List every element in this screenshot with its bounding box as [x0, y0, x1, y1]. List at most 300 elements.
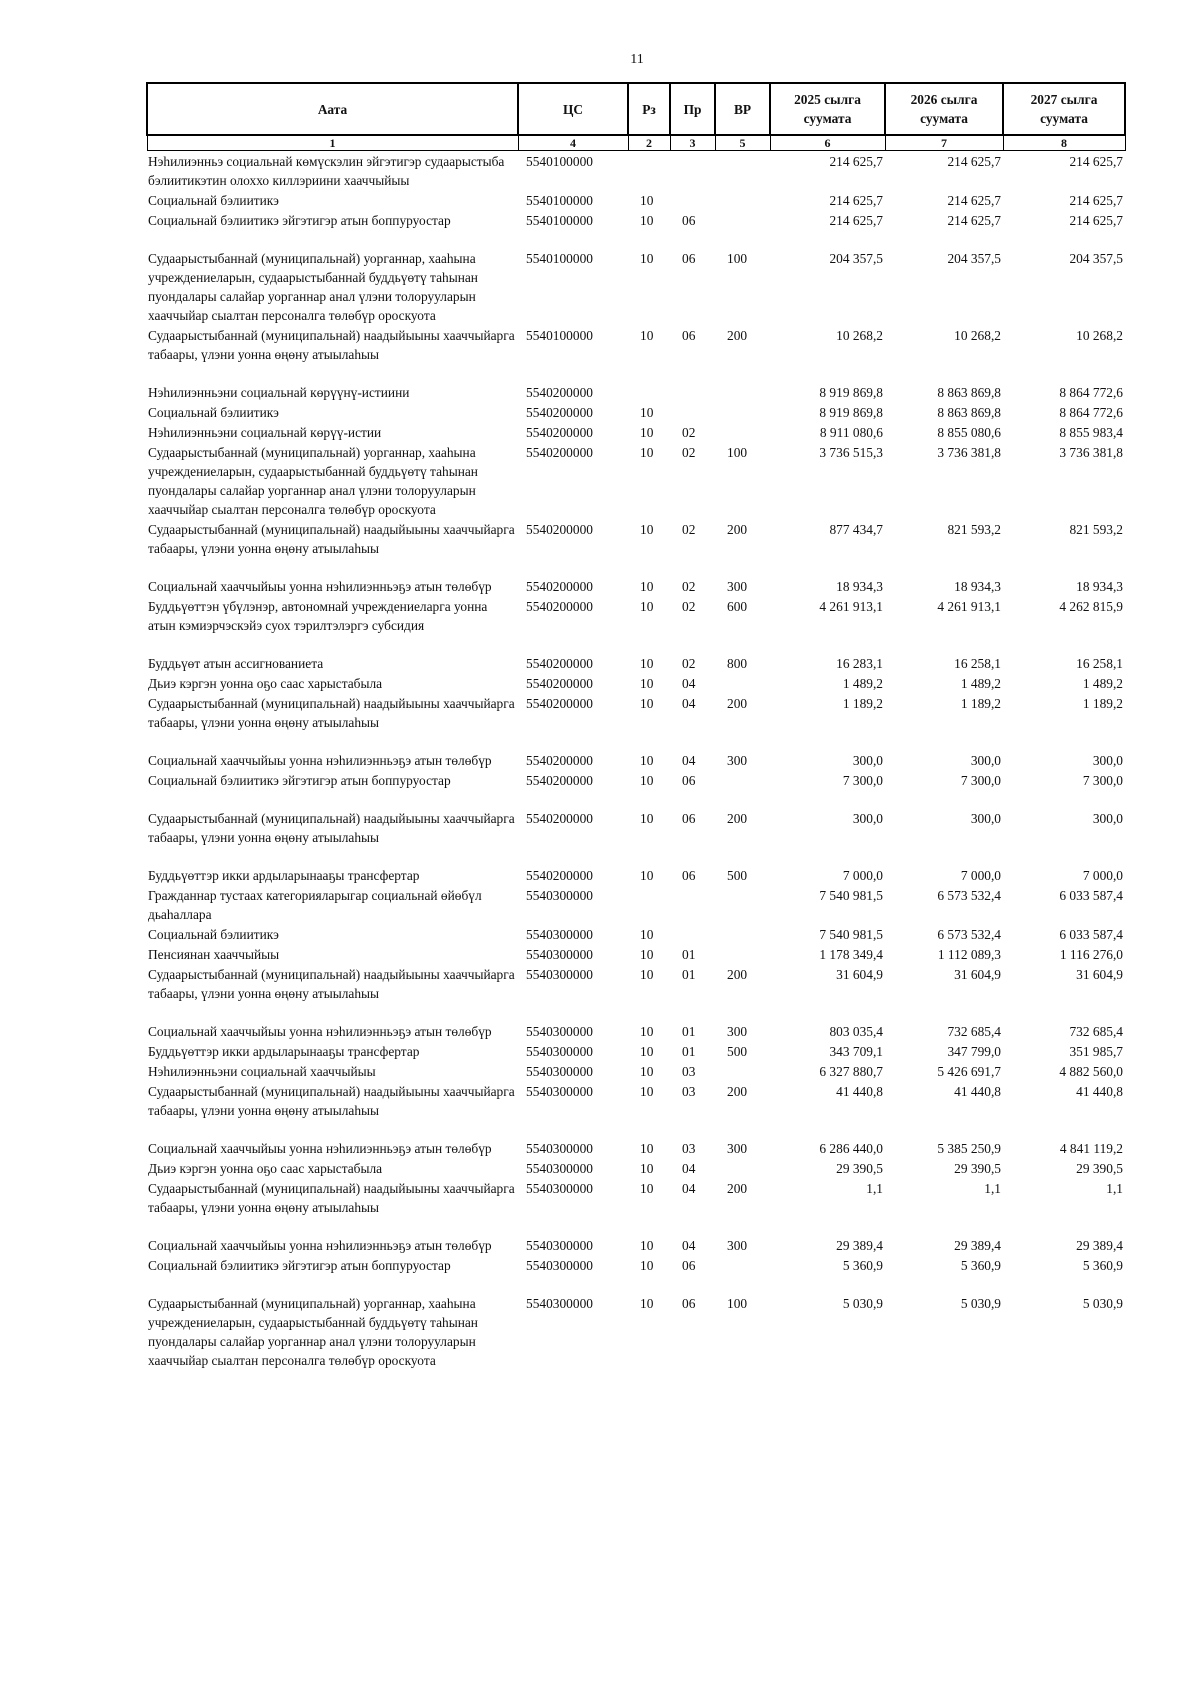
row-name: Дьиэ кэргэн уонна оҕо саас харыстабыла	[148, 676, 383, 691]
row-rz-code: 10	[640, 1064, 654, 1079]
row-amount-2027: 1 489,2	[1082, 676, 1123, 691]
row-amount-2025: 300,0	[852, 811, 883, 826]
row-amount-2025: 16 283,1	[836, 656, 883, 671]
row-rz-code: 10	[640, 599, 654, 614]
row-amount-2026: 347 799,0	[947, 1044, 1001, 1059]
row-rz-code: 10	[640, 1238, 654, 1253]
row-cs-code: 5540300000	[526, 1141, 593, 1156]
row-pr-code: 06	[682, 251, 696, 266]
row-cs-code: 5540300000	[526, 1064, 593, 1079]
row-amount-2027: 821 593,2	[1069, 522, 1123, 537]
row-amount-2025: 6 286 440,0	[819, 1141, 883, 1156]
row-amount-2025: 1 189,2	[842, 696, 883, 711]
row-amount-2026: 214 625,7	[947, 193, 1001, 208]
row-cs-code: 5540200000	[526, 676, 593, 691]
header-pr: Пр	[670, 83, 715, 135]
header-name: Аата	[147, 83, 518, 135]
row-vr-code: 300	[727, 753, 748, 768]
row-amount-2025: 4 261 913,1	[819, 599, 883, 614]
row-name: Нэһилиэнньэни социальнай көрүү-истии	[148, 425, 382, 440]
row-rz-code: 10	[640, 811, 654, 826]
row-amount-2027: 5 030,9	[1082, 1296, 1123, 1311]
table-row	[147, 596, 1125, 653]
row-amount-2025: 1 178 349,4	[819, 947, 883, 962]
row-amount-2027: 214 625,7	[1069, 213, 1123, 228]
table-row	[147, 382, 1125, 402]
row-vr-code	[715, 924, 770, 944]
row-pr-code: 06	[682, 811, 696, 826]
row-amount-2025: 31 604,9	[836, 967, 883, 982]
row-vr-code: 200	[727, 522, 748, 537]
row-pr-code: 04	[682, 696, 696, 711]
row-amount-2026: 5 426 691,7	[937, 1064, 1001, 1079]
row-amount-2027: 5 360,9	[1082, 1258, 1123, 1273]
row-vr-code	[715, 885, 770, 924]
row-rz-code: 10	[640, 773, 654, 788]
row-pr-code	[670, 402, 715, 422]
row-amount-2026: 5 030,9	[960, 1296, 1001, 1311]
table-row	[147, 325, 1125, 382]
row-name: Судаарыстыбаннай (муниципальнай) уорганнар, хааһына учреждениеларын, судаарыстыбаннай буддьүөтү таһынан пуондалары салайар уорганнар анал үлэни толорууларын хааччыйар сыалтан персоналга төлөбүр ороскуота	[148, 1296, 478, 1368]
row-vr-code	[715, 382, 770, 402]
row-amount-2025: 214 625,7	[829, 154, 883, 169]
row-amount-2027: 16 258,1	[1076, 656, 1123, 671]
row-amount-2025: 1 489,2	[842, 676, 883, 691]
row-amount-2026: 10 268,2	[954, 328, 1001, 343]
row-vr-code: 100	[727, 251, 748, 266]
header-2026: 2026 сылга суумата	[885, 83, 1003, 135]
row-name: Буддьүөттэн үбүлэнэр, автономнай учреждениеларга уонна атын кэмиэрчэскэйэ суох тэрилтэлэргэ субсидия	[148, 599, 488, 633]
row-amount-2026: 8 863 869,8	[937, 385, 1001, 400]
row-vr-code	[715, 210, 770, 248]
header-row	[147, 83, 1125, 135]
row-cs-code: 5540200000	[526, 811, 593, 826]
row-cs-code: 5540100000	[526, 213, 593, 228]
row-rz-code: 10	[640, 753, 654, 768]
row-pr-code: 04	[682, 1161, 696, 1176]
row-rz-code: 10	[640, 328, 654, 343]
row-name: Нэһилиэнньэни социальнай хааччыйыы	[148, 1064, 376, 1079]
row-cs-code: 5540200000	[526, 696, 593, 711]
row-amount-2025: 8 919 869,8	[819, 405, 883, 420]
table-row	[147, 693, 1125, 750]
row-amount-2027: 204 357,5	[1069, 251, 1123, 266]
row-cs-code: 5540300000	[526, 1258, 593, 1273]
table-row	[147, 422, 1125, 442]
row-rz-code: 10	[640, 947, 654, 962]
row-amount-2025: 214 625,7	[829, 193, 883, 208]
table-row	[147, 210, 1125, 248]
row-name: Социальнай бэлиитикэ	[148, 405, 279, 420]
row-name: Социальнай бэлиитикэ эйгэтигэр атын боппуруостар	[148, 213, 451, 228]
row-name: Буддьүөт атын ассигнованиета	[148, 656, 324, 671]
row-name: Социальнай хааччыйыы уонна нэһилиэнньэҕэ атын төлөбүр	[148, 1024, 492, 1039]
row-pr-code: 01	[682, 947, 696, 962]
row-cs-code: 5540300000	[526, 1181, 593, 1196]
row-pr-code: 03	[682, 1084, 696, 1099]
row-cs-code: 5540200000	[526, 385, 593, 400]
row-amount-2025: 18 934,3	[836, 579, 883, 594]
table-row	[147, 1081, 1125, 1138]
row-amount-2026: 31 604,9	[954, 967, 1001, 982]
row-rz-code: 10	[640, 213, 654, 228]
row-amount-2027: 7 300,0	[1082, 773, 1123, 788]
row-rz-code: 10	[640, 579, 654, 594]
row-amount-2027: 351 985,7	[1069, 1044, 1123, 1059]
row-amount-2025: 29 389,4	[836, 1238, 883, 1253]
row-pr-code: 04	[682, 676, 696, 691]
row-rz-code: 10	[640, 445, 654, 460]
row-amount-2027: 29 390,5	[1076, 1161, 1123, 1176]
row-rz-code: 10	[640, 1141, 654, 1156]
row-name: Социальнай бэлиитикэ эйгэтигэр атын боппуруостар	[148, 1258, 451, 1273]
row-cs-code: 5540200000	[526, 656, 593, 671]
row-amount-2025: 343 709,1	[829, 1044, 883, 1059]
row-name: Дьиэ кэргэн уонна оҕо саас харыстабыла	[148, 1161, 383, 1176]
row-name: Судаарыстыбаннай (муниципальнай) наадыйыыны хааччыйарга табаары, үлэни уонна өңөну атыылаһыы	[148, 328, 515, 362]
row-amount-2026: 18 934,3	[954, 579, 1001, 594]
row-amount-2027: 18 934,3	[1076, 579, 1123, 594]
row-amount-2025: 3 736 515,3	[819, 445, 883, 460]
row-rz-code: 10	[640, 405, 654, 420]
row-vr-code	[715, 673, 770, 693]
row-pr-code: 02	[682, 656, 696, 671]
row-vr-code	[715, 944, 770, 964]
colnum-2026: 7	[885, 135, 1003, 151]
row-pr-code	[670, 924, 715, 944]
row-amount-2026: 8 855 080,6	[937, 425, 1001, 440]
row-pr-code: 06	[682, 1258, 696, 1273]
row-rz-code	[628, 382, 670, 402]
row-amount-2026: 821 593,2	[947, 522, 1001, 537]
row-rz-code: 10	[640, 425, 654, 440]
row-vr-code	[715, 151, 770, 191]
row-pr-code	[670, 151, 715, 191]
row-vr-code: 200	[727, 811, 748, 826]
row-rz-code: 10	[640, 251, 654, 266]
row-amount-2027: 8 855 983,4	[1059, 425, 1123, 440]
row-pr-code: 06	[682, 868, 696, 883]
row-name: Буддьүөттэр икки ардыларынааҕы трансфертар	[148, 1044, 420, 1059]
row-cs-code: 5540100000	[526, 193, 593, 208]
row-name: Судаарыстыбаннай (муниципальнай) наадыйыыны хааччыйарга табаары, үлэни уонна өңөну атыылаһыы	[148, 1084, 515, 1118]
row-amount-2025: 10 268,2	[836, 328, 883, 343]
row-amount-2026: 1 189,2	[960, 696, 1001, 711]
colnum-vr: 5	[715, 135, 770, 151]
row-rz-code: 10	[640, 1258, 654, 1273]
row-amount-2026: 8 863 869,8	[937, 405, 1001, 420]
row-cs-code: 5540300000	[526, 1161, 593, 1176]
row-name: Судаарыстыбаннай (муниципальнай) наадыйыыны хааччыйарга табаары, үлэни уонна өңөну атыылаһыы	[148, 696, 515, 730]
row-amount-2026: 6 573 532,4	[937, 888, 1001, 903]
row-amount-2027: 300,0	[1092, 811, 1123, 826]
row-amount-2027: 29 389,4	[1076, 1238, 1123, 1253]
table-row	[147, 1255, 1125, 1293]
row-cs-code: 5540100000	[526, 154, 593, 169]
row-vr-code: 600	[727, 599, 748, 614]
colnum-pr: 3	[670, 135, 715, 151]
colnum-cs: 4	[518, 135, 628, 151]
row-amount-2027: 732 685,4	[1069, 1024, 1123, 1039]
row-amount-2025: 1,1	[866, 1181, 883, 1196]
row-amount-2026: 1 112 089,3	[937, 947, 1001, 962]
row-pr-code: 04	[682, 1181, 696, 1196]
row-amount-2025: 204 357,5	[829, 251, 883, 266]
row-pr-code	[670, 382, 715, 402]
row-amount-2025: 877 434,7	[829, 522, 883, 537]
row-amount-2025: 29 390,5	[836, 1161, 883, 1176]
row-name: Буддьүөттэр икки ардыларынааҕы трансфертар	[148, 868, 420, 883]
row-rz-code: 10	[640, 656, 654, 671]
row-vr-code: 200	[727, 696, 748, 711]
row-pr-code: 06	[682, 1296, 696, 1311]
row-vr-code	[715, 770, 770, 808]
header-2027: 2027 сылга суумата	[1003, 83, 1125, 135]
row-name: Социальнай хааччыйыы уонна нэһилиэнньэҕэ атын төлөбүр	[148, 1141, 492, 1156]
table-row	[147, 770, 1125, 808]
row-vr-code: 200	[727, 967, 748, 982]
row-vr-code: 800	[727, 656, 748, 671]
column-number-row	[147, 135, 1125, 151]
table-row	[147, 248, 1125, 325]
header-2025: 2025 сылга суумата	[770, 83, 885, 135]
row-amount-2026: 214 625,7	[947, 154, 1001, 169]
table-row	[147, 190, 1125, 210]
row-rz-code: 10	[640, 1161, 654, 1176]
row-name: Пенсиянан хааччыйыы	[148, 947, 280, 962]
row-amount-2027: 31 604,9	[1076, 967, 1123, 982]
row-cs-code: 5540200000	[526, 405, 593, 420]
row-vr-code	[715, 1255, 770, 1293]
row-vr-code	[715, 422, 770, 442]
row-name: Судаарыстыбаннай (муниципальнай) уорганнар, хааһына учреждениеларын, судаарыстыбаннай буддьүөтү таһынан пуондалары салайар уорганнар анал үлэни толорууларын хааччыйар сыалтан персоналга төлөбүр ороскуота	[148, 251, 478, 323]
row-pr-code	[670, 190, 715, 210]
row-cs-code: 5540300000	[526, 1024, 593, 1039]
row-amount-2027: 1 116 276,0	[1059, 947, 1123, 962]
row-pr-code: 01	[682, 1044, 696, 1059]
row-amount-2027: 4 262 815,9	[1059, 599, 1123, 614]
row-amount-2026: 300,0	[970, 811, 1001, 826]
row-rz-code: 10	[640, 967, 654, 982]
table-row	[147, 1138, 1125, 1158]
row-amount-2025: 300,0	[852, 753, 883, 768]
row-amount-2026: 5 360,9	[960, 1258, 1001, 1273]
header-vr: ВР	[715, 83, 770, 135]
table-row	[147, 944, 1125, 964]
table-row	[147, 964, 1125, 1021]
row-amount-2027: 1 189,2	[1082, 696, 1123, 711]
row-name: Социальнай хааччыйыы уонна нэһилиэнньэҕэ атын төлөбүр	[148, 753, 492, 768]
row-amount-2027: 4 882 560,0	[1059, 1064, 1123, 1079]
row-amount-2027: 6 033 587,4	[1059, 888, 1123, 903]
row-pr-code	[670, 885, 715, 924]
row-amount-2027: 6 033 587,4	[1059, 927, 1123, 942]
table-row	[147, 750, 1125, 770]
row-name: Социальнай бэлиитикэ	[148, 193, 279, 208]
row-pr-code: 06	[682, 773, 696, 788]
row-amount-2025: 7 540 981,5	[819, 888, 883, 903]
row-cs-code: 5540200000	[526, 773, 593, 788]
row-name: Социальнай бэлиитикэ	[148, 927, 279, 942]
row-pr-code: 02	[682, 522, 696, 537]
row-vr-code	[715, 1158, 770, 1178]
row-rz-code: 10	[640, 1296, 654, 1311]
row-pr-code: 02	[682, 599, 696, 614]
row-amount-2025: 8 911 080,6	[819, 425, 883, 440]
row-cs-code: 5540300000	[526, 888, 593, 903]
row-amount-2026: 214 625,7	[947, 213, 1001, 228]
row-amount-2027: 1,1	[1106, 1181, 1123, 1196]
row-name: Судаарыстыбаннай (муниципальнай) наадыйыыны хааччыйарга табаары, үлэни уонна өңөну атыылаһыы	[148, 967, 515, 1001]
row-amount-2026: 204 357,5	[947, 251, 1001, 266]
row-amount-2026: 7 300,0	[960, 773, 1001, 788]
row-pr-code: 06	[682, 328, 696, 343]
row-rz-code: 10	[640, 193, 654, 208]
row-amount-2026: 5 385 250,9	[937, 1141, 1001, 1156]
row-vr-code: 200	[727, 1084, 748, 1099]
row-rz-code: 10	[640, 676, 654, 691]
row-rz-code: 10	[640, 1024, 654, 1039]
row-name: Судаарыстыбаннай (муниципальнай) наадыйыыны хааччыйарга табаары, үлэни уонна өңөну атыылаһыы	[148, 522, 515, 556]
table-row	[147, 1293, 1125, 1370]
row-vr-code: 500	[727, 1044, 748, 1059]
table-row	[147, 653, 1125, 673]
table-row	[147, 402, 1125, 422]
row-amount-2026: 6 573 532,4	[937, 927, 1001, 942]
table-row	[147, 1235, 1125, 1255]
row-vr-code: 200	[727, 328, 748, 343]
row-name: Социальнай бэлиитикэ эйгэтигэр атын боппуруостар	[148, 773, 451, 788]
table-row	[147, 519, 1125, 576]
row-pr-code: 03	[682, 1064, 696, 1079]
row-rz-code	[628, 885, 670, 924]
row-cs-code: 5540300000	[526, 947, 593, 962]
row-amount-2025: 41 440,8	[836, 1084, 883, 1099]
row-amount-2026: 1,1	[984, 1181, 1001, 1196]
row-vr-code: 100	[727, 445, 748, 460]
row-amount-2025: 5 030,9	[842, 1296, 883, 1311]
row-amount-2025: 214 625,7	[829, 213, 883, 228]
row-amount-2027: 10 268,2	[1076, 328, 1123, 343]
row-cs-code: 5540200000	[526, 579, 593, 594]
row-amount-2025: 7 300,0	[842, 773, 883, 788]
row-cs-code: 5540200000	[526, 445, 593, 460]
row-name: Нэһилиэнньэ социальнай көмүскэлин эйгэтигэр судаарыстыба бэлиитикэтин олоххо киллэриини хааччыйыы	[148, 154, 505, 188]
row-amount-2027: 41 440,8	[1076, 1084, 1123, 1099]
row-cs-code: 5540100000	[526, 251, 593, 266]
row-amount-2025: 8 919 869,8	[819, 385, 883, 400]
row-name: Социальнай хааччыйыы уонна нэһилиэнньэҕэ атын төлөбүр	[148, 1238, 492, 1253]
row-amount-2027: 214 625,7	[1069, 193, 1123, 208]
row-amount-2027: 4 841 119,2	[1059, 1141, 1123, 1156]
table-row	[147, 1158, 1125, 1178]
table-row	[147, 808, 1125, 865]
row-rz-code: 10	[640, 927, 654, 942]
row-vr-code	[715, 1061, 770, 1081]
row-pr-code: 06	[682, 213, 696, 228]
row-name: Судаарыстыбаннай (муниципальнай) наадыйыыны хааччыйарга табаары, үлэни уонна өңөну атыылаһыы	[148, 811, 515, 845]
row-cs-code: 5540300000	[526, 1296, 593, 1311]
row-rz-code	[628, 151, 670, 191]
row-amount-2027: 8 864 772,6	[1059, 405, 1123, 420]
row-vr-code: 300	[727, 1024, 748, 1039]
row-amount-2027: 3 736 381,8	[1059, 445, 1123, 460]
row-name: Социальнай хааччыйыы уонна нэһилиэнньэҕэ атын төлөбүр	[148, 579, 492, 594]
row-vr-code: 300	[727, 579, 748, 594]
table-row	[147, 1041, 1125, 1061]
row-rz-code: 10	[640, 696, 654, 711]
row-cs-code: 5540200000	[526, 753, 593, 768]
table-row	[147, 885, 1125, 924]
table-row	[147, 673, 1125, 693]
row-rz-code: 10	[640, 522, 654, 537]
table-row	[147, 442, 1125, 519]
row-cs-code: 5540200000	[526, 599, 593, 614]
row-vr-code: 300	[727, 1141, 748, 1156]
row-amount-2026: 1 489,2	[960, 676, 1001, 691]
table-row	[147, 924, 1125, 944]
row-amount-2026: 4 261 913,1	[937, 599, 1001, 614]
row-pr-code: 01	[682, 1024, 696, 1039]
row-amount-2025: 6 327 880,7	[819, 1064, 883, 1079]
colnum-name: 1	[147, 135, 518, 151]
row-pr-code: 01	[682, 967, 696, 982]
row-amount-2026: 16 258,1	[954, 656, 1001, 671]
row-rz-code: 10	[640, 1181, 654, 1196]
row-pr-code: 04	[682, 753, 696, 768]
row-amount-2026: 732 685,4	[947, 1024, 1001, 1039]
row-cs-code: 5540300000	[526, 1044, 593, 1059]
row-pr-code: 02	[682, 579, 696, 594]
table-row	[147, 576, 1125, 596]
row-name: Нэһилиэнньэни социальнай көрүүнү-истиини	[148, 385, 410, 400]
row-vr-code: 200	[727, 1181, 748, 1196]
row-cs-code: 5540300000	[526, 1238, 593, 1253]
row-rz-code: 10	[640, 1044, 654, 1059]
colnum-rz: 2	[628, 135, 670, 151]
row-amount-2026: 3 736 381,8	[937, 445, 1001, 460]
row-vr-code	[715, 402, 770, 422]
row-rz-code: 10	[640, 1084, 654, 1099]
row-amount-2027: 214 625,7	[1069, 154, 1123, 169]
row-amount-2025: 5 360,9	[842, 1258, 883, 1273]
budget-table	[146, 82, 1126, 1370]
row-amount-2026: 7 000,0	[960, 868, 1001, 883]
table-row	[147, 1021, 1125, 1041]
table-row	[147, 1061, 1125, 1081]
row-vr-code: 300	[727, 1238, 748, 1253]
row-amount-2027: 8 864 772,6	[1059, 385, 1123, 400]
page-number: 11	[630, 52, 644, 67]
row-vr-code: 100	[727, 1296, 748, 1311]
row-name: Судаарыстыбаннай (муниципальнай) наадыйыыны хааччыйарга табаары, үлэни уонна өңөну атыылаһыы	[148, 1181, 515, 1215]
row-amount-2026: 300,0	[970, 753, 1001, 768]
row-name: Гражданнар тустаах категорияларыгар социальнай өйөбүл дьаһаллара	[148, 888, 482, 922]
row-vr-code: 500	[727, 868, 748, 883]
row-cs-code: 5540300000	[526, 967, 593, 982]
row-pr-code: 04	[682, 1238, 696, 1253]
header-rz: Рз	[628, 83, 670, 135]
row-amount-2026: 29 389,4	[954, 1238, 1001, 1253]
row-amount-2025: 7 000,0	[842, 868, 883, 883]
row-cs-code: 5540300000	[526, 927, 593, 942]
row-amount-2027: 300,0	[1092, 753, 1123, 768]
row-amount-2026: 29 390,5	[954, 1161, 1001, 1176]
row-pr-code: 02	[682, 445, 696, 460]
row-amount-2027: 7 000,0	[1082, 868, 1123, 883]
row-amount-2026: 41 440,8	[954, 1084, 1001, 1099]
row-cs-code: 5540100000	[526, 328, 593, 343]
